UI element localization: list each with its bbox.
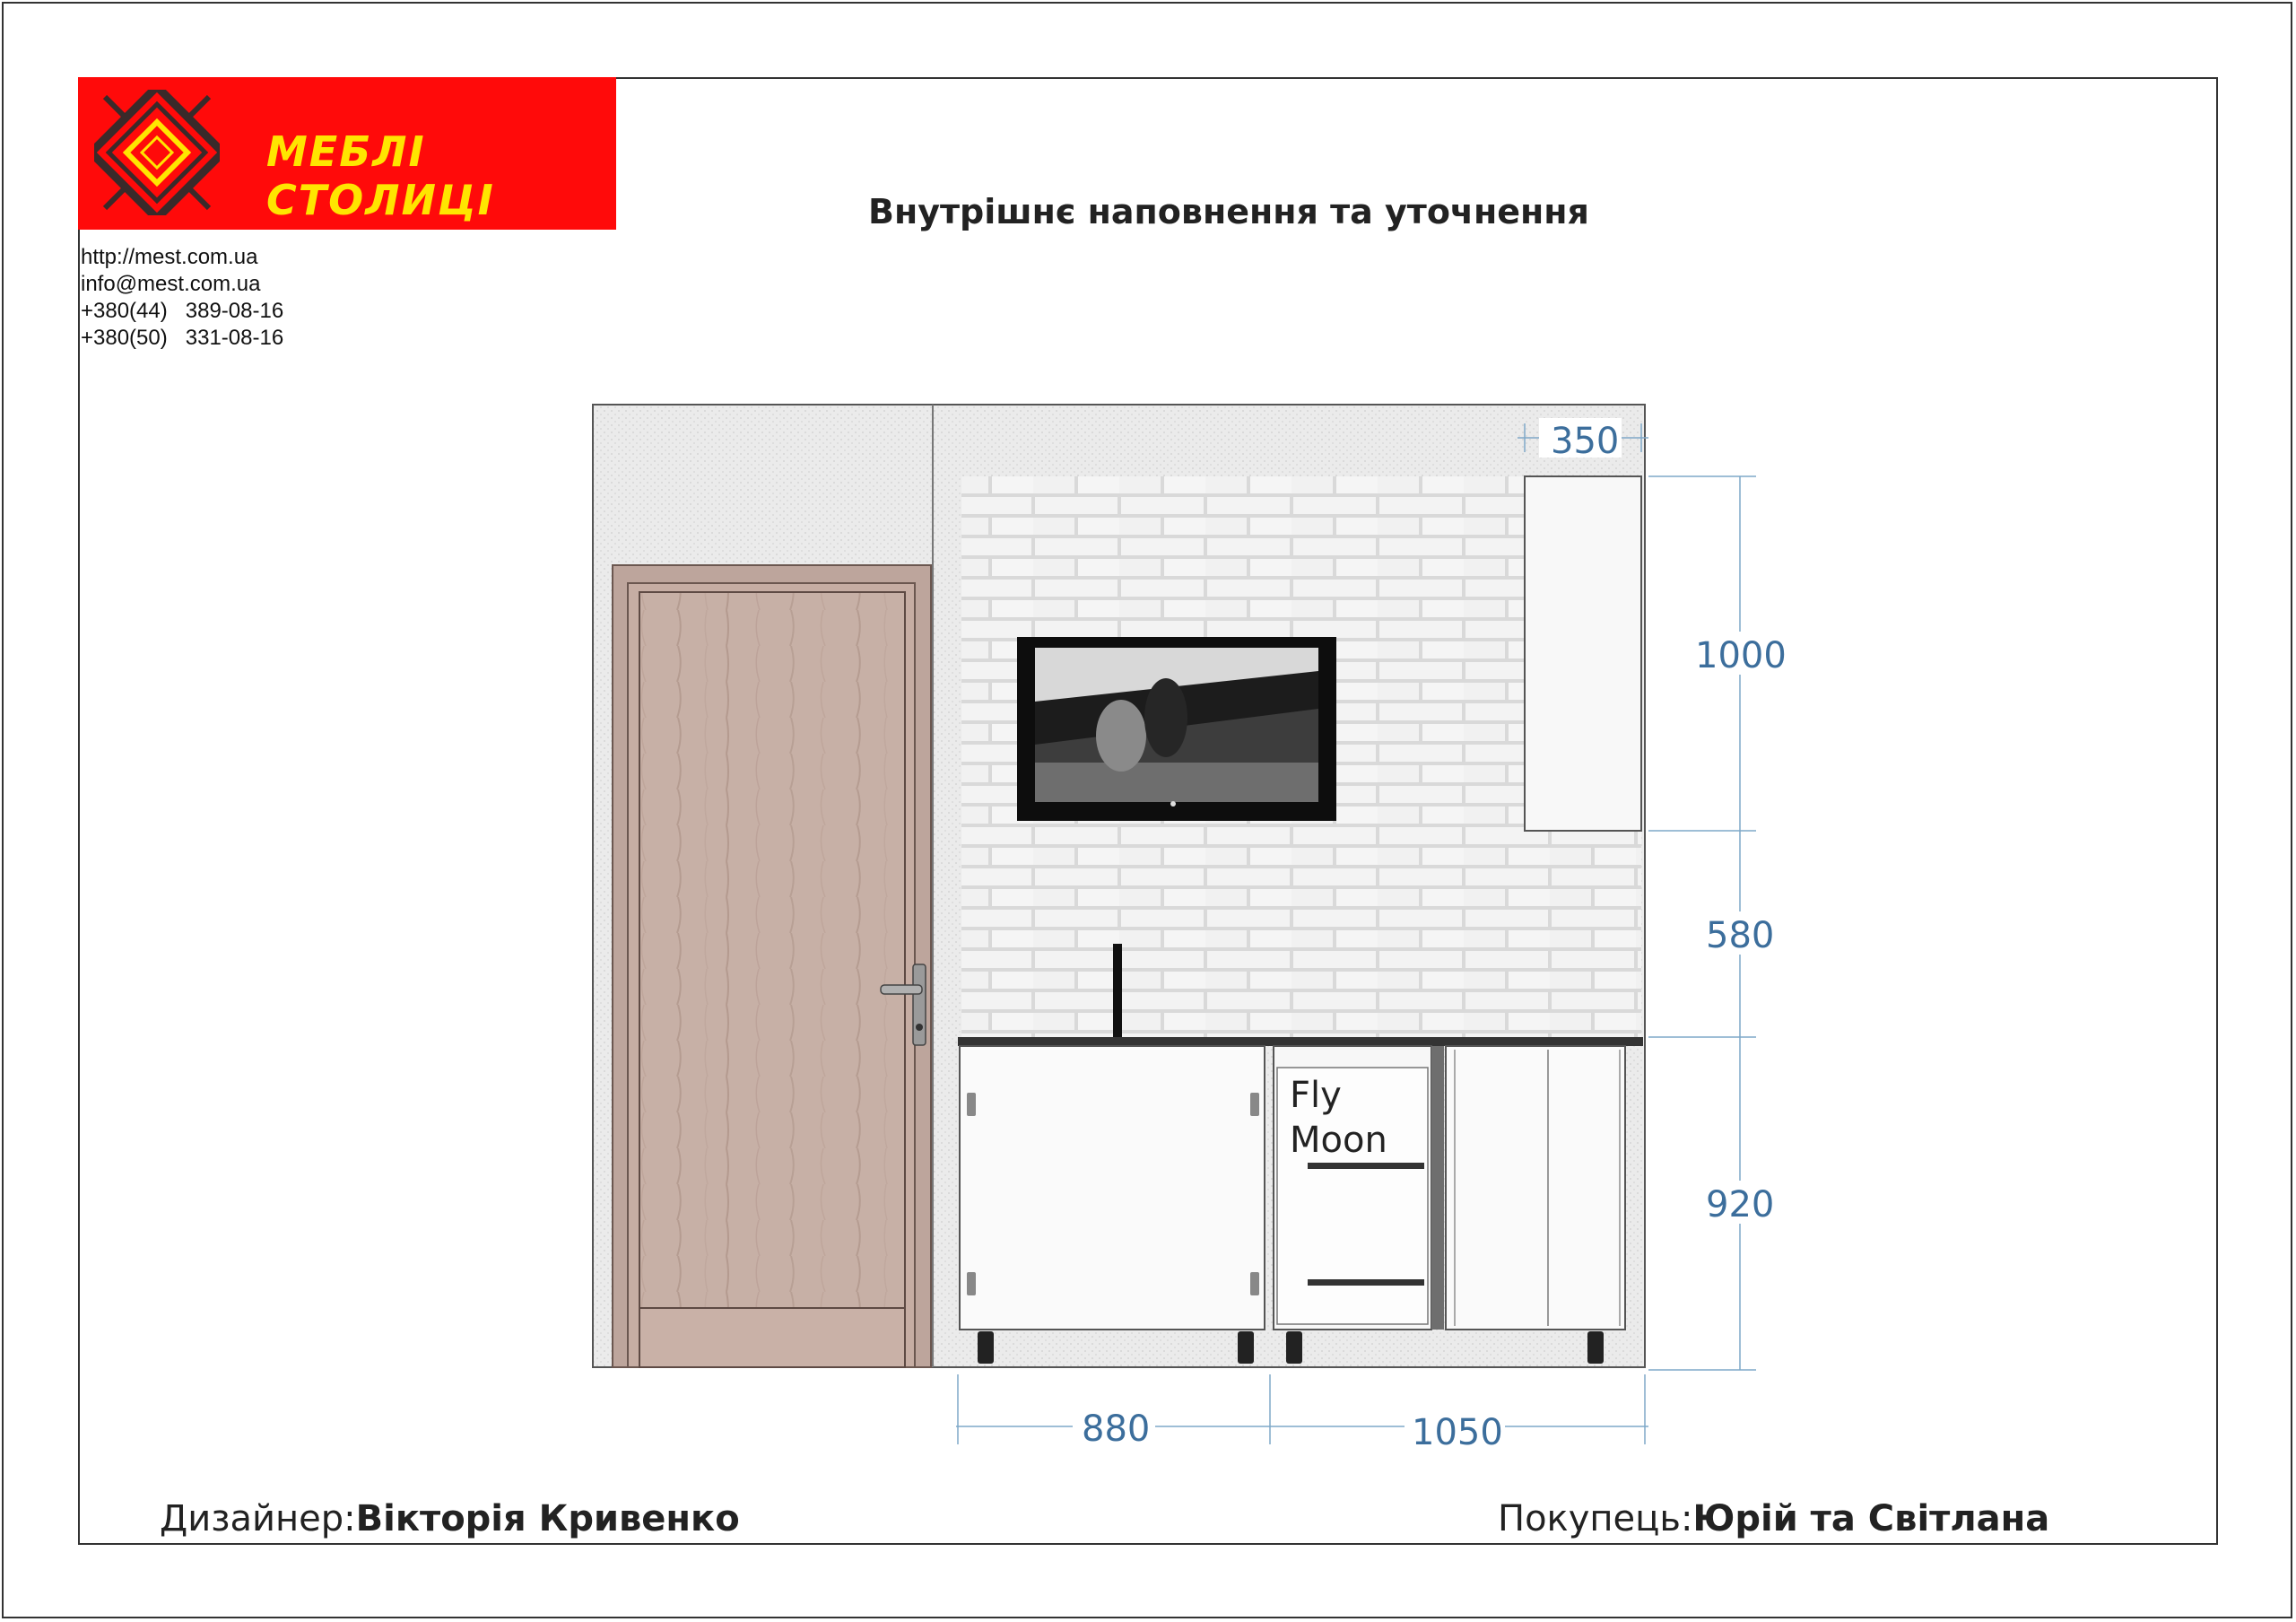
- phone-2: +380(50) 331-08-16: [81, 326, 284, 350]
- phone-1: +380(44) 389-08-16: [81, 299, 284, 323]
- dim-upper-height: 1000: [1695, 635, 1787, 676]
- designer-credit: [160, 1498, 740, 1539]
- website-link[interactable]: http://mest.com.ua: [81, 245, 258, 269]
- faucet-icon: [1113, 944, 1122, 1037]
- page-title: Внутрішнє наповнення та уточнення: [868, 192, 1589, 231]
- right-base-cabinet: [1446, 1046, 1625, 1330]
- designer-label: Дизайнер:: [160, 1498, 356, 1539]
- brand-name: МЕБЛІ СТОЛИЦІ: [266, 127, 495, 224]
- wall-tv: [1017, 637, 1336, 821]
- appliance-label-line-2: Moon: [1290, 1120, 1387, 1161]
- email-link[interactable]: info@mest.com.ua: [81, 272, 261, 296]
- customer-credit: [1498, 1498, 2049, 1539]
- dim-backsplash-height: 580: [1706, 915, 1775, 956]
- appliance-label-line-1: Fly: [1290, 1075, 1342, 1116]
- customer-label: Покупець:: [1498, 1498, 1693, 1539]
- dim-upper-depth: 350: [1551, 421, 1620, 462]
- sink-base-cabinet: [960, 1046, 1265, 1330]
- designer-name: Вікторія Кривенко: [355, 1498, 740, 1539]
- dim-right-width: 1050: [1412, 1412, 1503, 1453]
- upper-cabinet: [1525, 476, 1641, 831]
- countertop: [958, 1037, 1643, 1046]
- dim-base-height: 920: [1706, 1184, 1775, 1225]
- entry-door: [613, 565, 931, 1367]
- dim-left-width: 880: [1082, 1408, 1151, 1450]
- customer-name: Юрій та Світлана: [1692, 1498, 2050, 1539]
